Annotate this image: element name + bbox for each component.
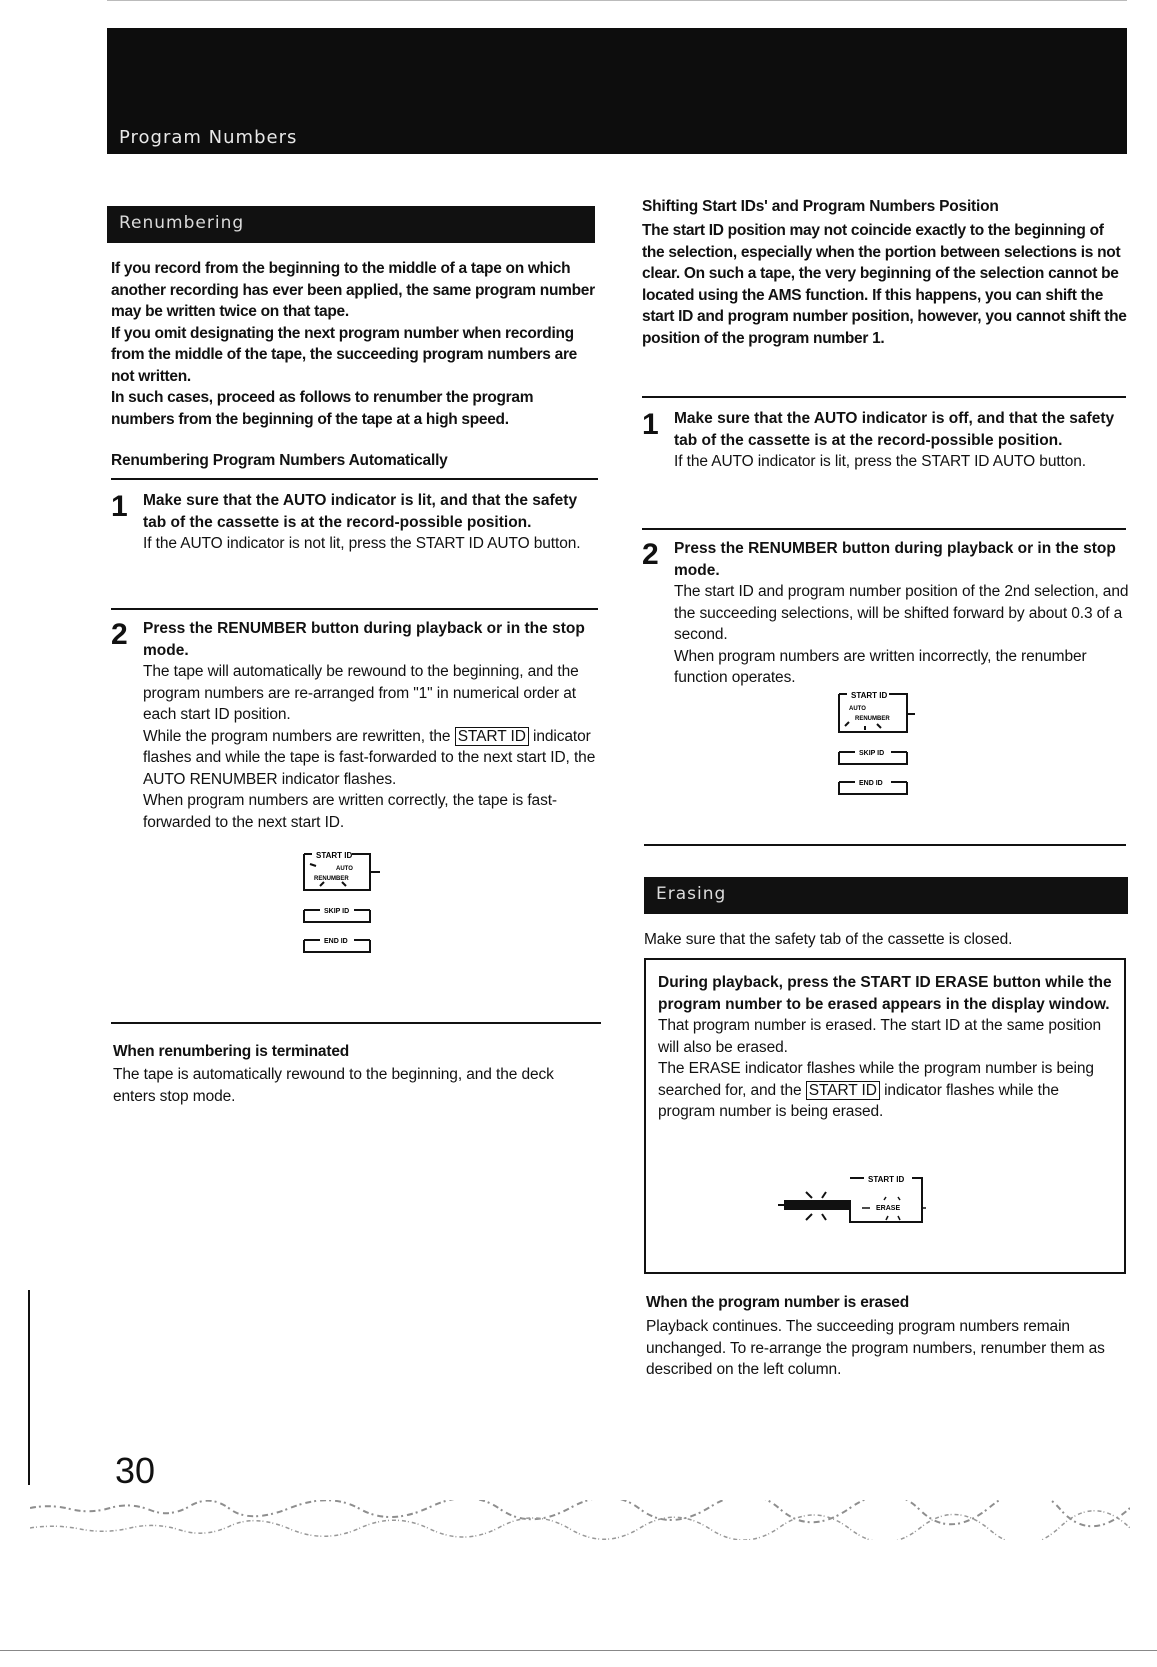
- divider: [111, 608, 598, 610]
- step-number: 2: [111, 618, 128, 651]
- renumber-label: RENUMBER: [314, 876, 349, 882]
- skip-id-label: SKIP ID: [324, 908, 350, 915]
- indicator-diagram-right: [835, 690, 945, 815]
- step-text: When program numbers are written correctly, the tape is fast-forwarded to the next start ID.: [143, 792, 557, 831]
- step-text: When program numbers are written incorrectly, the renumber function operates.: [674, 647, 1087, 686]
- end-id-label: END ID: [859, 780, 883, 787]
- section-erasing-title: Erasing: [644, 877, 1128, 914]
- step-text: If the AUTO indicator is lit, press the START ID AUTO button.: [674, 453, 1086, 470]
- erasing-intro: Make sure that the safety tab of the cassette is closed.: [644, 931, 1013, 948]
- erase-text-part: The ERASE indicator flashes while the program number is being searched for, and the: [658, 1060, 1094, 1099]
- top-rule: [107, 0, 1127, 1]
- erase-text-part: indicator flashes while the program number is being erased.: [658, 1081, 1059, 1120]
- section-renumbering-title: Renumbering: [107, 206, 595, 243]
- renumbering-intro: [111, 258, 597, 430]
- start-id-boxed-label: START ID: [806, 1081, 880, 1100]
- margin-line: [28, 1290, 30, 1485]
- page-number: 30: [115, 1450, 156, 1491]
- shift-step-1: [642, 408, 1130, 473]
- step-number: 2: [642, 538, 659, 571]
- erased-heading: When the program number is erased: [646, 1294, 909, 1311]
- page-header: [107, 28, 1127, 154]
- divider: [642, 528, 1126, 530]
- start-id-label: START ID: [851, 691, 888, 700]
- step-text: [143, 726, 601, 791]
- erase-box-text: [658, 1058, 1113, 1123]
- step-title: Make sure that the AUTO indicator is lit, and that the safety tab of the cassette is at the record-possible position.: [143, 492, 578, 531]
- step-number: 1: [111, 490, 128, 523]
- shift-step-2: [642, 538, 1130, 689]
- start-id-label: START ID: [316, 851, 353, 860]
- erased-text: Playback continues. The succeeding program numbers remain unchanged. To re-arrange the program numbers, renumber them as described on the left column.: [646, 1318, 1105, 1378]
- start-id-boxed-label: START ID: [455, 727, 529, 746]
- start-id-label: START ID: [868, 1175, 905, 1184]
- terminated-text: The tape is automatically rewound to the beginning, and the deck enters stop mode.: [113, 1066, 554, 1105]
- step-title: Press the RENUMBER button during playback or in the stop mode.: [143, 620, 585, 659]
- step-text: If the AUTO indicator is not lit, press the START ID AUTO button.: [143, 535, 581, 552]
- auto-renumber-heading: Renumbering Program Numbers Automatically: [111, 452, 448, 469]
- step-text-part: indicator flashes and while the tape is fast-forwarded to the next start ID, the AUTO RENUMBER indicator flashes.: [143, 727, 596, 788]
- erase-indicator-diagram: [776, 1170, 976, 1240]
- indicator-diagram-left: [300, 850, 410, 975]
- renumber-label: RENUMBER: [855, 716, 890, 722]
- shifting-text: The start ID position may not coincide exactly to the beginning of the selection, especially when the portion between selections is not clear. On such a tape, the very beginning of the selection cannot be located using the AMS function. If this happens, you can shift the start ID and program number position, however, you cannot shift the position of the program number 1.: [642, 222, 1127, 347]
- step-number: 1: [642, 408, 659, 441]
- erase-instruction-box: [644, 958, 1126, 1274]
- step-text: The tape will automatically be rewound to the beginning, and the program numbers are re-arranged from "1" in numerical order at each start ID position.: [143, 663, 579, 723]
- shifting-heading: Shifting Start IDs' and Program Numbers Position: [642, 198, 999, 215]
- erase-label: ERASE: [876, 1205, 901, 1212]
- scan-noise-band: [30, 1500, 1130, 1540]
- intro-paragraph-2: If you omit designating the next program number when recording from the middle of the tape, the succeeding program numbers are not written.: [111, 324, 577, 385]
- intro-paragraph-1: If you record from the beginning to the middle of a tape on which another recording has ever been applied, the same program number may be written twice on that tape.: [111, 260, 595, 320]
- auto-label: AUTO: [336, 866, 353, 872]
- terminated-heading: When renumbering is terminated: [113, 1043, 350, 1060]
- page-title: Program Numbers: [119, 127, 298, 148]
- divider: [644, 844, 1126, 846]
- flashing-indicator-bar: [784, 1200, 850, 1210]
- step-title: Press the RENUMBER button during playback or in the stop mode.: [674, 540, 1116, 579]
- skip-id-label: SKIP ID: [859, 750, 885, 757]
- step-title: Make sure that the AUTO indicator is off, and that the safety tab of the cassette is at the record-possible position.: [674, 410, 1115, 449]
- step-text-part: While the program numbers are rewritten, the: [143, 727, 451, 745]
- erase-box-text: That program number is erased. The start ID at the same position will also be erased.: [658, 1017, 1102, 1056]
- auto-label: AUTO: [849, 706, 866, 712]
- divider: [111, 478, 598, 480]
- renumber-step-1: [111, 490, 601, 555]
- intro-paragraph-3: In such cases, proceed as follows to renumber the program numbers from the beginning of the tape at a high speed.: [111, 389, 534, 428]
- step-text: The start ID and program number position of the 2nd selection, and the succeeding selections, will be shifted forward by about 0.3 of a second.: [674, 583, 1129, 643]
- divider: [111, 1022, 601, 1024]
- bottom-rule: [0, 1650, 1157, 1651]
- divider: [642, 396, 1126, 398]
- end-id-label: END ID: [324, 938, 348, 945]
- erase-box-title: During playback, press the START ID ERASE button while the program number to be erased appears in the display window.: [658, 974, 1112, 1013]
- renumber-step-2: [111, 618, 601, 833]
